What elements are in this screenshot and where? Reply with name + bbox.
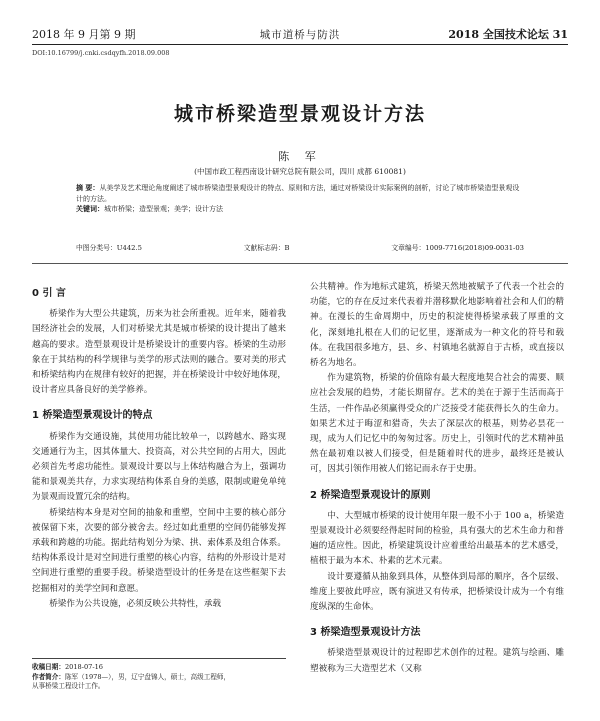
issue-date: 2018 年 9 月第 9 期 [32,28,136,41]
section-0-heading: 0 引 言 [32,288,66,299]
paragraph: 桥梁造型景观设计的过程即艺术创作的过程。建筑与绘画、雕塑被称为三大造型艺术（又称 [310,648,564,674]
paragraph: 桥梁作为大型公共建筑，历来为社会所重视。近年来，随着我国经济社会的发展，人们对桥梁尤其是城市桥梁的设计提出了越来越高的要求。造型景观设计是桥梁设计的重要内容。桥梁的生动形象在于其结构的科学规律与美学的形式法则的融合。要对美的形式和桥梁结构内在规律有较好的把握，并在桥梁设计中较好地体现，设计者应具备良好的美学修养。 [32,309,286,396]
article-number: 文章编号：1009-7716(2018)09-0031-03 [391,244,524,252]
divider [32,263,568,264]
paper-title: 城市桥梁造型景观设计方法 [173,103,426,125]
paragraph: 中、大型城市桥梁的设计使用年限一般不小于 100 a，桥梁造型景观设计必须要经得起时间的检验，具有强大的艺术生命力和普遍的适应性。因此，桥梁建筑设计应着重给出最基本的艺术感受，植根于最为本术、朴素的艺术元素。 [310,510,564,567]
author-work-text: 从事桥梁工程设计工作。 [32,682,105,690]
author: 陈 军 [278,150,322,163]
paragraph: 公共精神。作为地标式建筑，桥梁天然地被赋予了代表一个社会的功能，它的存在反过来代表着并潜移默化地影响着社会和人们的精神。在漫长的生命周期中，历史的积淀使得桥梁承载了厚重的文化，深刻地扎根在人们的记忆里，逐渐成为一种文化的符号和载体。在我国很多地方，县、乡、村镇地名就源自于古桥，或直接以桥名为地名。 [310,282,564,369]
section-2-heading: 2 桥梁造型景观设计的原则 [310,489,431,501]
paragraph: 设计要遵循从抽象到具体，从整体到局部的顺序，各个层级、维度上要彼此呼应，既有演进又有传承，把桥梁设计成为一个有维度纵深的生命体。 [310,571,564,613]
section-3-heading: 3 桥梁造型景观设计方法 [310,627,421,639]
abstract-block [76,183,524,215]
paragraph: 桥梁结构本身是对空间的抽象和重塑，空间中主要的核心部分被保留下来，次要的部分被舍去。经过如此重塑的空间仍能够发挥承载和跨越的功能。据此结构划分为梁、拱、索体系及组合体系。结构体系设计是对空间进行重塑的核心内容，结构的外形设计是对空间进行重塑的重要手段。桥梁造型设计的任务是在这些框架下去挖掘相对的美学空间和意愿。 [32,507,286,594]
footnote [32,658,286,692]
author-work [32,682,286,692]
running-header [32,24,568,45]
paragraph: 作为建筑物，桥梁的价值除有最大程度地契合社会的需要、顺应社会发展的趋势，才能长期留存。艺术的美在于源于生活而高于生活，一件作品必须赢得受众的广泛接受才能获得长久的生命力。如果艺术过于晦涩和猎奇，失去了深层次的根基，则势必昙花一现，成为人们记忆中的匆匆过客。历史上，引领时代的艺术精神虽然在最初难以被人们接受，但是随着时代的进步，最终还是被认可，因其引领作用被人们铭记而永存于史册。 [310,373,564,475]
abstract [76,183,524,204]
keywords [76,204,524,215]
abstract-text: 从美学及艺术理论角度阐述了城市桥梁造型景观设计的特点、原则和方法，通过对桥梁设计实际案例的剖析，讨论了城市桥梁造型景观设计的方法。 [76,184,520,203]
paragraph: 桥梁作为公共设施，必须反映公共特性，承载 [49,598,222,609]
right-column [310,280,564,677]
author-bio-label: 作者简介： [32,672,65,681]
paragraph: 桥梁作为交通设施，其使用功能比较单一，以跨越水、路实现交通通行为主，因其体量大、投资高，对公共空间的占用大，因此必须首先考虑功能性。景观设计要以与上体结构融合为上，强调功能和景观美共存，力求实现结构体系自身的美感，限制或避免单纯为景观而设置冗余的结构。 [32,431,286,503]
author-bio-text: 陈军（1978—），男，辽宁盘锦人，硕士，高级工程师， [64,672,231,681]
forum-and-page: 2018 全国技术论坛 31 [448,28,568,41]
keywords-text: 城市桥梁；造型景观；美学；设计方法 [104,205,223,213]
received-value: 2018-07-16 [64,663,103,671]
affiliation: (中国市政工程西南设计研究总院有限公司，四川 成都 610081) [194,167,406,176]
document-code: 文献标志码：B [243,244,290,252]
clc-number: 中图分类号：U442.5 [76,244,142,252]
abstract-label: 摘 要： [76,183,100,192]
keywords-label: 关键词： [76,204,104,213]
received-label: 收稿日期： [32,663,65,671]
section-1-heading: 1 桥梁造型景观设计的特点 [32,410,153,422]
classification-row [76,242,524,252]
doi: DOI:10.16799/j.cnki.csdqyfh.2018.09.008 [32,49,170,57]
journal-name: 城市道桥与防洪 [259,29,341,41]
left-column [32,272,286,612]
author-bio [32,673,286,683]
received-date [32,663,286,673]
